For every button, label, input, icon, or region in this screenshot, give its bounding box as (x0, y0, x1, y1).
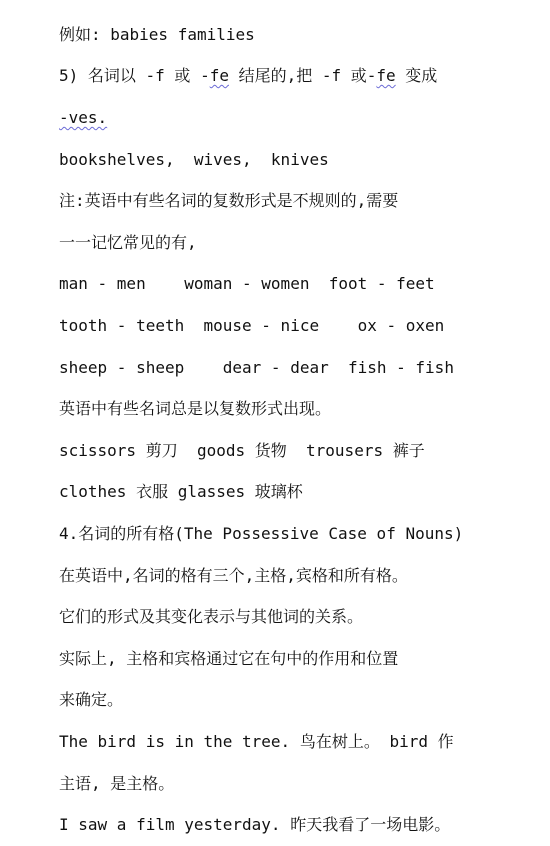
text-line-irregular-1: man - men woman - women foot - feet (59, 274, 435, 293)
text-line-cases: 在英语中,名词的格有三个,主格,宾格和所有格。 (59, 566, 408, 585)
text-line-example-film: I saw a film yesterday. 昨天我看了一场电影。 (59, 815, 451, 834)
text-line-irregular-3: sheep - sheep dear - dear fish - fish (59, 358, 454, 377)
rule-5-part-1: 5) 名词以 -f 或 - (59, 66, 210, 85)
text-line-note-cont: 一一记忆常见的有, (59, 233, 197, 252)
rule-5-part-3: 变成 (395, 66, 438, 85)
rule-5-fe-1: fe (209, 66, 229, 85)
rule-5-part-2: 结尾的,把 -f 或- (228, 66, 377, 85)
text-line-ves (59, 103, 530, 133)
text-line-subject: 主语, 是主格。 (59, 774, 175, 793)
text-line-examples-f: bookshelves, wives, knives (59, 150, 329, 169)
ves-word: -ves. (59, 108, 108, 127)
text-line-plural-examples-1: scissors 剪刀 goods 货物 trousers 裤子 (59, 441, 425, 460)
text-line-actually: 实际上, 主格和宾格通过它在句中的作用和位置 (59, 649, 399, 668)
text-line-irregular-2: tooth - teeth mouse - nice ox - oxen (59, 316, 445, 335)
text-line-plural-only: 英语中有些名词总是以复数形式出现。 (59, 399, 332, 418)
text-line-note: 注:英语中有些名词的复数形式是不规则的,需要 (59, 191, 399, 210)
text-line-determine: 来确定。 (59, 690, 124, 709)
section-heading-possessive: 4.名词的所有格(The Possessive Case of Nouns) (59, 524, 464, 543)
text-line-plural-examples-2: clothes 衣服 glasses 玻璃杯 (59, 482, 303, 501)
text-line-example-bird: The bird is in the tree. 鸟在树上。 bird 作 (59, 732, 454, 751)
text-line-forms: 它们的形式及其变化表示与其他词的关系。 (59, 607, 364, 626)
text-line-rule-5 (59, 61, 530, 91)
rule-5-fe-2: fe (376, 66, 396, 85)
text-line-example: 例如: babies families (59, 25, 255, 44)
